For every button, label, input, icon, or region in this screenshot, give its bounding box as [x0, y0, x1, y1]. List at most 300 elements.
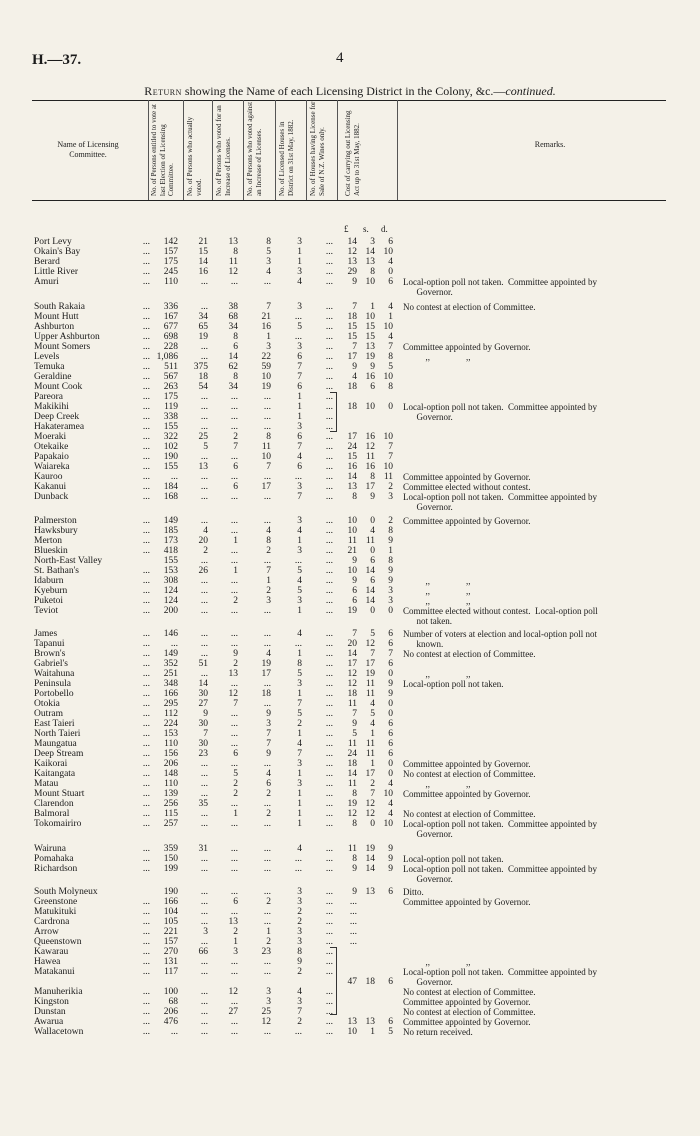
remark: ,, ,, [403, 957, 471, 967]
persons-voted: 25 [198, 432, 208, 442]
licensed-houses: 3 [297, 937, 302, 947]
cost-shillings: 4 [370, 526, 375, 536]
cost-shillings: 11 [365, 749, 375, 759]
licensed-houses: 4 [297, 576, 302, 586]
table-row [0, 739, 700, 749]
cost-pounds: 18 [347, 689, 357, 699]
cost-pounds: 10 [347, 516, 357, 526]
cost-pounds: ... [349, 937, 357, 947]
table-row [0, 819, 700, 829]
voted-increase: 7 [233, 442, 238, 452]
remark: ,, ,, [403, 669, 471, 679]
nz-wines: ... [325, 362, 333, 372]
leader-dots: ... [142, 937, 150, 947]
persons-entitled: 124 [163, 596, 178, 606]
committee-name: Teviot [34, 606, 59, 616]
voted-against: 3 [266, 257, 271, 267]
licensed-houses: 3 [297, 759, 302, 769]
persons-voted: 21 [198, 237, 208, 247]
remark: ,, ,, [403, 576, 471, 586]
voted-increase: 13 [228, 669, 238, 679]
licensed-houses: ... [294, 312, 302, 322]
cost-pounds: 18 [347, 312, 357, 322]
leader-dots: ... [142, 927, 150, 937]
pounds-unit: £ [344, 224, 349, 234]
committee-name: Kauroo [34, 472, 63, 482]
voted-increase: ... [230, 887, 238, 897]
table-row [0, 1027, 700, 1037]
remark: Governor. [403, 829, 453, 839]
voted-increase: ... [230, 1017, 238, 1027]
committee-name: Hawea [34, 957, 61, 967]
cost-pounds: 7 [352, 342, 357, 352]
voted-increase: 8 [233, 332, 238, 342]
persons-entitled: 322 [163, 432, 178, 442]
cost-pounds: 8 [352, 819, 357, 829]
persons-voted: 16 [198, 267, 208, 277]
table-row [0, 442, 700, 452]
voted-against: ... [263, 492, 271, 502]
table-row [0, 699, 700, 709]
leader-dots: ... [142, 247, 150, 257]
table-row [0, 267, 700, 277]
persons-entitled: 348 [163, 679, 178, 689]
column-header-persons-voted: No. of Persons who actually voted. [186, 116, 203, 196]
leader-dots: ... [142, 769, 150, 779]
nz-wines: ... [325, 452, 333, 462]
cost-pounds: 29 [347, 267, 357, 277]
remark: Governor. [403, 412, 453, 422]
voted-against: 21 [261, 312, 271, 322]
committee-name: Berard [34, 257, 60, 267]
cost-shillings: 13 [365, 257, 375, 267]
voted-increase: 38 [228, 302, 238, 312]
committee-name: Hawksbury [34, 526, 78, 536]
persons-voted: ... [200, 472, 208, 482]
cost-pounds: 17 [347, 352, 357, 362]
table-row [0, 854, 700, 864]
cost-pence: 0 [388, 267, 393, 277]
cost-pounds: ... [349, 907, 357, 917]
committee-name: Mount Somers [34, 342, 91, 352]
nz-wines: ... [325, 739, 333, 749]
committee-name: Papakaio [34, 452, 69, 462]
cost-shillings: 1 [370, 759, 375, 769]
remark: known. [403, 639, 444, 649]
licensed-houses: 1 [297, 536, 302, 546]
voted-increase: 2 [233, 432, 238, 442]
leader-dots: ... [142, 526, 150, 536]
cost-shillings: 15 [365, 322, 375, 332]
persons-voted: ... [200, 759, 208, 769]
table-row [0, 322, 700, 332]
persons-entitled: 200 [163, 606, 178, 616]
licensed-houses: 3 [297, 679, 302, 689]
leader-dots: ... [142, 352, 150, 362]
voted-against: ... [263, 556, 271, 566]
voted-against: 2 [266, 789, 271, 799]
licensed-houses: 3 [297, 927, 302, 937]
persons-voted: ... [200, 957, 208, 967]
cost-shillings: 11 [365, 536, 375, 546]
nz-wines: ... [325, 422, 333, 432]
licensed-houses: 4 [297, 629, 302, 639]
leader-dots: ... [142, 759, 150, 769]
cost-pounds: 14 [347, 649, 357, 659]
committee-name: Amuri [34, 277, 59, 287]
persons-voted: ... [200, 482, 208, 492]
persons-entitled: 112 [164, 709, 178, 719]
voted-against: 19 [261, 659, 271, 669]
persons-entitled: 153 [163, 566, 178, 576]
cost-shillings: 6 [370, 556, 375, 566]
remark: Committee appointed by Governor. [403, 516, 531, 526]
voted-against: ... [263, 402, 271, 412]
nz-wines: ... [325, 844, 333, 854]
licensed-houses: 3 [297, 596, 302, 606]
licensed-houses: 1 [297, 809, 302, 819]
remark: Local-option poll not taken. [403, 854, 504, 864]
persons-entitled: 156 [163, 749, 178, 759]
remark: Local-option poll not taken. Committee appointed by [403, 967, 597, 977]
table-row [0, 897, 700, 907]
cost-pence: 10 [383, 432, 393, 442]
voted-against: 7 [266, 566, 271, 576]
remark: ,, ,, [403, 586, 471, 596]
voted-against: 4 [266, 649, 271, 659]
persons-voted: 4 [203, 526, 208, 536]
table-row [0, 432, 700, 442]
committee-name: Dunstan [34, 1007, 66, 1017]
cost-pence: 4 [388, 779, 393, 789]
table-row [0, 576, 700, 586]
cost-pounds: ... [349, 917, 357, 927]
nz-wines: ... [325, 709, 333, 719]
persons-voted: 375 [193, 362, 208, 372]
nz-wines: ... [325, 987, 333, 997]
remark: ,, ,, [403, 596, 471, 606]
voted-against: ... [263, 864, 271, 874]
voted-increase: 34 [228, 382, 238, 392]
licensed-houses: 8 [297, 659, 302, 669]
table-row [0, 957, 700, 967]
leader-dots: ... [142, 536, 150, 546]
persons-entitled: 338 [163, 412, 178, 422]
persons-voted: ... [200, 854, 208, 864]
remark: Committee appointed by Governor. [403, 997, 531, 1007]
cost-pence: 0 [388, 709, 393, 719]
column-divider [212, 100, 213, 200]
voted-against: 19 [261, 382, 271, 392]
licensed-houses: 7 [297, 362, 302, 372]
cost-pence: 0 [388, 699, 393, 709]
cost-shillings: 9 [370, 492, 375, 502]
committee-name: Ashburton [34, 322, 75, 332]
nz-wines: ... [325, 267, 333, 277]
voted-increase: ... [230, 639, 238, 649]
licensed-houses: 4 [297, 526, 302, 536]
remark: No contest at election of Committee. [403, 649, 536, 659]
licensed-houses: 7 [297, 442, 302, 452]
table-row [0, 1007, 700, 1017]
cost-pounds: 6 [352, 596, 357, 606]
committee-name: Little River [34, 267, 79, 277]
table-row [0, 472, 700, 482]
committee-name: James [34, 629, 58, 639]
leader-dots: ... [142, 472, 150, 482]
persons-voted: 51 [198, 659, 208, 669]
persons-entitled: 149 [163, 516, 178, 526]
nz-wines: ... [325, 342, 333, 352]
voted-increase: 27 [228, 1007, 238, 1017]
cost-shillings: 12 [365, 442, 375, 452]
table-row [0, 586, 700, 596]
cost-pence: 0 [388, 769, 393, 779]
remark: No contest at election of Committee. [403, 769, 536, 779]
committee-name: Geraldine [34, 372, 72, 382]
committee-name: Wairuna [34, 844, 66, 854]
cost-pence: 3 [388, 492, 393, 502]
table-row [0, 679, 700, 689]
voted-against: 7 [266, 739, 271, 749]
licensed-houses: 1 [297, 402, 302, 412]
voted-increase: ... [230, 277, 238, 287]
voted-increase: ... [230, 844, 238, 854]
column-header-persons-entitled: No. of Persons entitled to vote at last Election of Licensing Committee. [150, 104, 175, 196]
committee-name: Mount Hutt [34, 312, 79, 322]
leader-dots: ... [142, 659, 150, 669]
cost-pence: 3 [388, 586, 393, 596]
persons-voted: 54 [198, 382, 208, 392]
licensed-houses: 1 [297, 392, 302, 402]
remark: Local-option poll not taken. Committee appointed by [403, 864, 597, 874]
voted-against: ... [263, 516, 271, 526]
cost-pence: 10 [383, 819, 393, 829]
cost-pounds: 15 [347, 322, 357, 332]
leader-dots: ... [142, 669, 150, 679]
persons-voted: 23 [198, 749, 208, 759]
leader-dots: ... [142, 987, 150, 997]
persons-entitled: 146 [163, 629, 178, 639]
voted-increase: 8 [233, 247, 238, 257]
nz-wines: ... [325, 749, 333, 759]
nz-wines: ... [325, 864, 333, 874]
cost-pence: 6 [388, 1017, 393, 1027]
persons-voted: ... [200, 769, 208, 779]
committee-name: Pareora [34, 392, 64, 402]
cost-pounds: 9 [352, 556, 357, 566]
table-row [0, 874, 700, 884]
cost-pence: 1 [388, 546, 393, 556]
cost-pounds: 18 [347, 382, 357, 392]
persons-entitled: 166 [163, 689, 178, 699]
voted-against: 25 [261, 1007, 271, 1017]
voted-increase: ... [230, 586, 238, 596]
persons-voted: ... [200, 452, 208, 462]
committee-name: Tapanui [34, 639, 65, 649]
nz-wines: ... [325, 669, 333, 679]
cost-pounds: 9 [352, 277, 357, 287]
cost-pounds: 11 [347, 536, 357, 546]
table-row [0, 669, 700, 679]
cost-shillings: 7 [370, 789, 375, 799]
cost-shillings: 15 [365, 332, 375, 342]
licensed-houses: 3 [297, 887, 302, 897]
persons-voted: ... [200, 629, 208, 639]
leader-dots: ... [142, 277, 150, 287]
nz-wines: ... [325, 937, 333, 947]
nz-wines: ... [325, 819, 333, 829]
table-row [0, 937, 700, 947]
table-row [0, 237, 700, 247]
remark: Committee appointed by Governor. [403, 472, 531, 482]
cost-shillings: 6 [370, 382, 375, 392]
table-row [0, 1017, 700, 1027]
remark: Governor. [403, 874, 453, 884]
column-divider [148, 100, 149, 200]
persons-entitled: 166 [163, 897, 178, 907]
cost-pounds: 13 [347, 1017, 357, 1027]
table-row [0, 596, 700, 606]
remark: Local-option poll not taken. Committee appointed by [403, 492, 597, 502]
voted-increase: 12 [228, 689, 238, 699]
cost-shillings: 14 [365, 864, 375, 874]
leader-dots: ... [142, 372, 150, 382]
nz-wines: ... [325, 277, 333, 287]
persons-voted: ... [200, 516, 208, 526]
voted-against: 4 [266, 526, 271, 536]
voted-against: 8 [266, 536, 271, 546]
leader-dots: ... [142, 382, 150, 392]
licensed-houses: 1 [297, 606, 302, 616]
cost-pence: 0 [388, 402, 393, 412]
pence-unit: d. [381, 224, 388, 234]
persons-entitled: 105 [163, 917, 178, 927]
leader-dots: ... [142, 257, 150, 267]
remark: ,, ,, [403, 779, 471, 789]
persons-voted: ... [200, 402, 208, 412]
table-row [0, 759, 700, 769]
nz-wines: ... [325, 596, 333, 606]
leader-dots: ... [142, 452, 150, 462]
table-row [0, 907, 700, 917]
voted-against: 3 [266, 596, 271, 606]
cost-pounds: 21 [347, 546, 357, 556]
table-row [0, 412, 700, 422]
licensed-houses: 7 [297, 372, 302, 382]
committee-name: North-East Valley [34, 556, 103, 566]
licensed-houses: 1 [297, 257, 302, 267]
leader-dots: ... [142, 302, 150, 312]
remark: Governor. [403, 977, 453, 987]
table-row [0, 556, 700, 566]
persons-voted: 18 [198, 372, 208, 382]
licensed-houses: 1 [297, 789, 302, 799]
nz-wines: ... [325, 917, 333, 927]
persons-voted: ... [200, 779, 208, 789]
persons-voted: ... [200, 907, 208, 917]
voted-increase: ... [230, 606, 238, 616]
column-header-remarks: Remarks. [534, 140, 566, 149]
persons-entitled: 131 [163, 957, 178, 967]
voted-against: ... [263, 606, 271, 616]
committee-name: Port Levy [34, 237, 72, 247]
persons-entitled: 110 [164, 739, 178, 749]
licensed-houses: 1 [297, 649, 302, 659]
nz-wines: ... [325, 897, 333, 907]
cost-shillings: 6 [370, 576, 375, 586]
committee-name: East Taieri [34, 719, 75, 729]
nz-wines: ... [325, 392, 333, 402]
cost-shillings: 9 [370, 362, 375, 372]
leader-dots: ... [142, 749, 150, 759]
nz-wines: ... [325, 967, 333, 977]
voted-increase: 3 [233, 947, 238, 957]
cost-pence: 1 [388, 312, 393, 322]
leader-dots: ... [142, 312, 150, 322]
cost-pounds: 13 [347, 482, 357, 492]
leader-dots: ... [142, 739, 150, 749]
cost-pence: 9 [388, 864, 393, 874]
cost-pounds: 11 [347, 739, 357, 749]
cost-shillings: 8 [370, 472, 375, 482]
table-row [0, 616, 700, 626]
cost-shillings: 0 [370, 546, 375, 556]
remark: ,, ,, [403, 352, 471, 362]
cost-pounds: 7 [352, 709, 357, 719]
table-row [0, 462, 700, 472]
column-header-name: Name of Licensing Committee. [57, 140, 119, 159]
cost-pence: 4 [388, 799, 393, 809]
shillings-unit: s. [363, 224, 369, 234]
committee-name: Levels [34, 352, 60, 362]
persons-voted: ... [200, 586, 208, 596]
voted-increase: 13 [228, 917, 238, 927]
leader-dots: ... [142, 362, 150, 372]
cost-pence: 9 [388, 689, 393, 699]
committee-name: Makikihi [34, 402, 69, 412]
voted-against: 3 [266, 997, 271, 1007]
cost-pounds: 10 [347, 526, 357, 536]
nz-wines: ... [325, 799, 333, 809]
leader-dots: ... [142, 997, 150, 1007]
voted-against: ... [263, 854, 271, 864]
voted-against: ... [263, 639, 271, 649]
licensed-houses: 5 [297, 566, 302, 576]
nz-wines: ... [325, 237, 333, 247]
table-row [0, 829, 700, 839]
cost-shillings: 12 [365, 799, 375, 809]
leader-dots: ... [142, 819, 150, 829]
column-header-licensed-houses: No. of Licensed Houses in District on 31st May, 1882. [278, 119, 295, 196]
cost-pence: 8 [388, 352, 393, 362]
remark: not taken. [403, 616, 452, 626]
persons-entitled: 698 [163, 332, 178, 342]
cost-pounds: 5 [352, 729, 357, 739]
persons-voted: 14 [198, 679, 208, 689]
cost-pence: 10 [383, 322, 393, 332]
nz-wines: ... [325, 809, 333, 819]
licensed-houses: 3 [297, 342, 302, 352]
cost-pounds: 47 [347, 977, 357, 987]
cost-shillings: 14 [365, 854, 375, 864]
voted-against: 2 [266, 546, 271, 556]
voted-against: 5 [266, 247, 271, 257]
cost-pounds: 24 [347, 442, 357, 452]
committee-name: Awarua [34, 1017, 64, 1027]
persons-voted: 26 [198, 566, 208, 576]
persons-voted: ... [200, 596, 208, 606]
